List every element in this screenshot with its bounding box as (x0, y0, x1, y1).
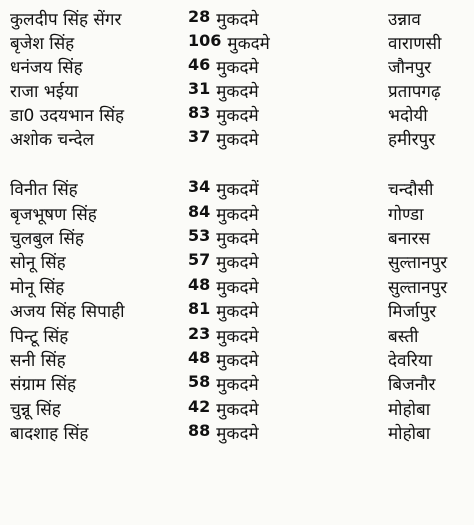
case-number: 42 (188, 396, 211, 416)
list-item (0, 201, 474, 225)
person-name: बृजभूषण सिंह (10, 204, 97, 225)
case-label: मुकदमे (216, 424, 259, 445)
case-label: मुकदमे (216, 229, 259, 250)
case-number: 23 (188, 323, 211, 343)
case-count (188, 421, 388, 444)
person-name: बृजेश सिंह (10, 33, 75, 54)
case-count (188, 7, 388, 30)
list-item (0, 225, 474, 249)
case-number: 28 (188, 6, 211, 26)
case-label: मुकदमें (216, 180, 259, 201)
case-label: मुकदमे (216, 105, 259, 126)
district-name: बिजनौर (388, 375, 436, 396)
case-number: 46 (188, 54, 211, 74)
district-name: जौनपुर (388, 57, 432, 78)
case-number: 37 (188, 127, 211, 147)
case-label: मुकदमे (216, 302, 259, 323)
case-number: 88 (188, 421, 211, 441)
list-item (0, 177, 474, 201)
case-label: मुकदमे (227, 33, 270, 54)
district-name: बनारस (388, 229, 430, 250)
case-number: 81 (188, 299, 211, 319)
district-name: मिर्जापुर (388, 302, 437, 323)
case-label: मुकदमे (216, 350, 259, 371)
list-item (0, 54, 474, 78)
case-number: 83 (188, 102, 211, 122)
district-name: हमीरपुर (388, 130, 436, 151)
person-name: धनंजय सिंह (10, 57, 83, 78)
case-number: 31 (188, 78, 211, 98)
person-name: चुलबुल सिंह (10, 229, 84, 250)
case-number: 34 (188, 177, 211, 197)
case-number: 48 (188, 274, 211, 294)
person-name: पिन्टू सिंह (10, 326, 69, 347)
district-name: सुल्तानपुर (388, 253, 448, 274)
list-item (0, 274, 474, 298)
list-item (0, 30, 474, 54)
case-count (188, 226, 388, 249)
case-label: मुकदमे (216, 375, 259, 396)
list-item (0, 6, 474, 30)
case-count (188, 250, 388, 273)
case-count (188, 177, 388, 200)
case-count (188, 348, 388, 371)
person-name: अशोक चन्देल (10, 130, 95, 151)
case-number: 84 (188, 201, 211, 221)
case-count (188, 79, 388, 102)
list-item (0, 323, 474, 347)
case-count (188, 55, 388, 78)
person-name: सनी सिंह (10, 350, 66, 371)
case-count (188, 103, 388, 126)
district-name: सुल्तानपुर (388, 277, 448, 298)
case-count (188, 397, 388, 420)
case-count (188, 202, 388, 225)
district-name: प्रतापगढ़ (388, 81, 441, 102)
district-name: भदोयी (388, 105, 428, 126)
district-name: देवरिया (388, 350, 433, 371)
list-group-1 (0, 6, 474, 151)
case-label: मुकदमे (216, 326, 259, 347)
list-item (0, 372, 474, 396)
case-count (188, 127, 388, 150)
case-number: 57 (188, 250, 211, 270)
district-name: बस्ती (388, 326, 419, 347)
person-name: मोनू सिंह (10, 277, 65, 298)
case-count (188, 275, 388, 298)
district-name: वाराणसी (388, 33, 442, 54)
list-item (0, 250, 474, 274)
case-label: मुकदमे (216, 130, 259, 151)
person-name: बादशाह सिंह (10, 424, 89, 445)
list-item (0, 420, 474, 444)
case-number: 48 (188, 347, 211, 367)
person-name: डा0 उदयभान सिंह (10, 105, 125, 126)
case-label: मुकदमे (216, 81, 259, 102)
case-label: मुकदमे (216, 57, 259, 78)
case-number: 53 (188, 226, 211, 246)
person-name: सोनू सिंह (10, 253, 66, 274)
case-label: मुकदमे (216, 399, 259, 420)
district-name: उन्नाव (388, 9, 421, 30)
district-name: मोहोबा (388, 399, 431, 420)
district-name: मोहोबा (388, 424, 431, 445)
case-label: मुकदमे (216, 9, 259, 30)
list-item (0, 102, 474, 126)
district-name: गोण्डा (388, 204, 424, 225)
case-number: 106 (188, 30, 222, 50)
case-count (188, 324, 388, 347)
district-name: चन्दौसी (388, 180, 434, 201)
list-item (0, 299, 474, 323)
person-name: कुलदीप सिंह सेंगर (10, 9, 122, 30)
case-label: मुकदमे (216, 204, 259, 225)
case-label: मुकदमे (216, 277, 259, 298)
person-name: चुन्नू सिंह (10, 399, 61, 420)
person-name: संग्राम सिंह (10, 375, 76, 396)
case-number: 58 (188, 372, 211, 392)
list-item (0, 347, 474, 371)
list-item (0, 78, 474, 102)
case-count (188, 372, 388, 395)
person-name: विनीत सिंह (10, 180, 78, 201)
case-label: मुकदमे (216, 253, 259, 274)
case-count (188, 31, 388, 54)
person-name: अजय सिंह सिपाही (10, 302, 125, 323)
case-count (188, 299, 388, 322)
person-name: राजा भईया (10, 81, 79, 102)
list-group-2 (0, 177, 474, 445)
list-item (0, 396, 474, 420)
list-item (0, 126, 474, 150)
